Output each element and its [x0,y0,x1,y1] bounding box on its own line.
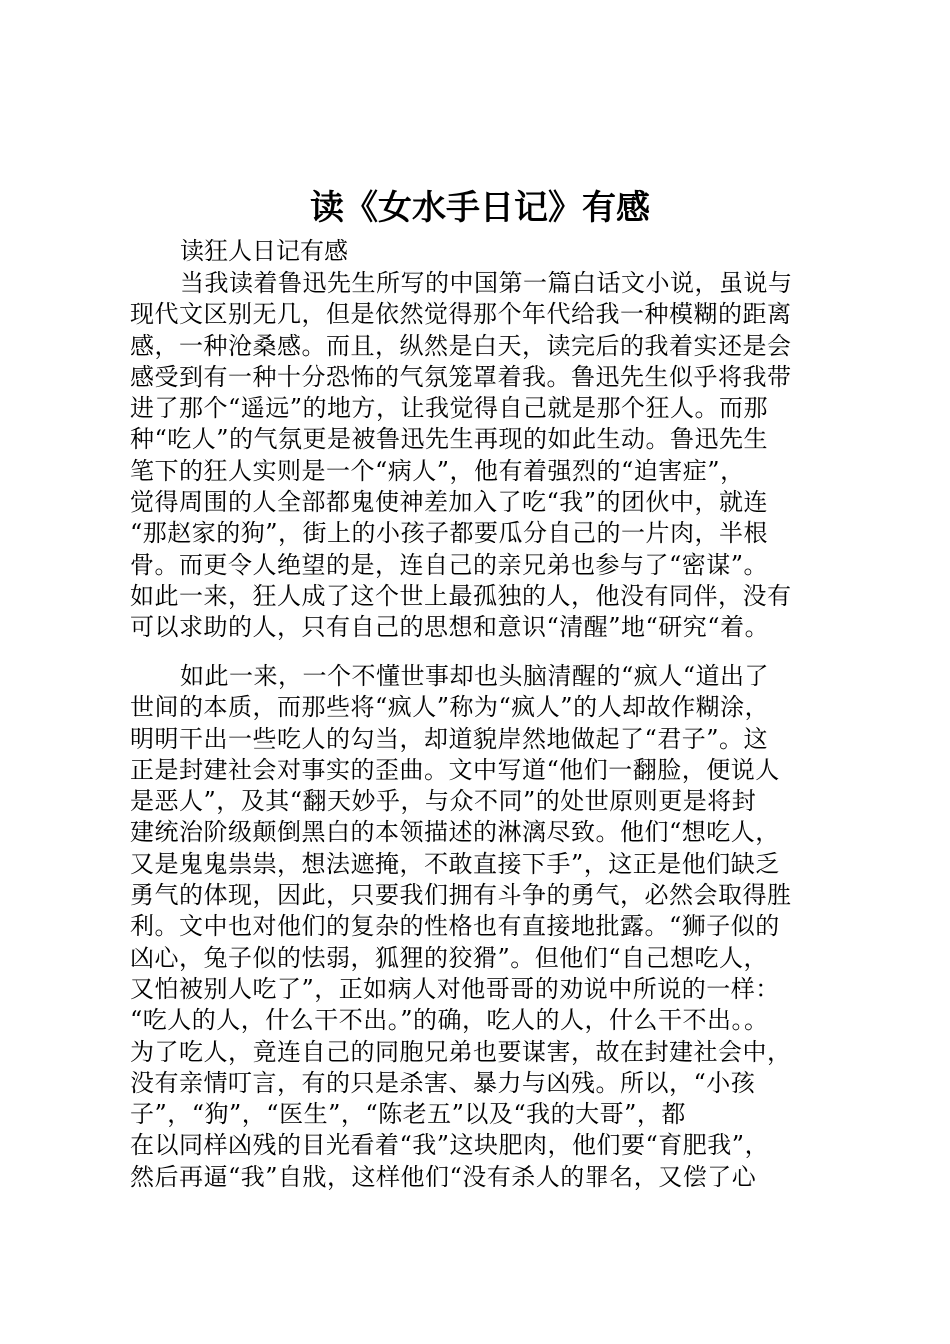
paragraph-line: 现代文区别无几，但是依然觉得那个年代给我一种模糊的距离 [130,300,792,329]
paragraph-line: 然后再逼“我”自戕，这样他们“没有杀人的罪名，又偿了心 [130,1162,757,1191]
paragraph-line: 利。文中也对他们的复杂的性格也有直接地批露。“狮子似的 [130,912,780,941]
paragraph-line: 没有亲情叮言，有的只是杀害、暴力与凶残。所以，“小孩 [130,1068,756,1097]
paragraph-line: 又是鬼鬼祟祟，想法遮掩，不敢直接下手”，这正是他们缺乏 [130,849,780,878]
paragraph-line: 如此一来，一个不懂世事却也头脑清醒的“疯人“道出了 [180,662,770,690]
paragraph-line: 感受到有一种十分恐怖的气氛笼罩着我。鲁迅先生似乎将我带 [130,362,792,391]
paragraph-line: “那赵家的狗”，街上的小孩子都要瓜分自己的一片肉，半根 [130,519,769,548]
document-title: 读《女水手日记》有感 [310,188,650,228]
paragraph-line: 是恶人”，及其“翻天妙乎，与众不同”的处世原则更是将封 [130,787,757,816]
paragraph-line: 凶心，兔子似的怯弱，狐狸的狡猾”。但他们“自己想吃人， [130,943,769,972]
paragraph-line: 在以同样凶残的目光看着“我”这块肥肉，他们要“育肥我”， [130,1131,770,1160]
paragraph-line: 为了吃人，竟连自己的同胞兄弟也要谋害，故在封建社会中， [130,1037,792,1066]
paragraph-line: 觉得周围的人全部都鬼使神差加入了吃“我”的团伙中，就连 [130,488,769,517]
paragraph-1 [130,268,793,644]
paragraph-line: 明明干出一些吃人的勾当，却道貌岸然地做起了“君子”。这 [130,724,769,753]
paragraph-2 [130,661,792,1193]
document-subtitle: 读狂人日记有感 [180,237,348,265]
paragraph-line: “吃人的人，什么干不出。”的确，吃人的人，什么干不出。。 [130,1006,769,1035]
paragraph-line: 当我读着鲁迅先生所写的中国第一篇白话文小说，虽说与 [180,269,793,297]
paragraph-line: 建统治阶级颠倒黑白的本领描述的淋漓尽致。他们“想吃人， [130,818,780,847]
paragraph-line: 骨。而更令人绝望的是，连自己的亲兄弟也参与了“密谋”。 [130,550,769,579]
paragraph-line: 种“吃人”的气氛更是被鲁迅先生再现的如此生动。鲁迅先生 [130,425,769,454]
paragraph-line: 正是封建社会对事实的歪曲。文中写道“他们一翻脸，便说人 [130,755,780,784]
paragraph-line: 可以求助的人，只有自己的思想和意识“清醒”地“研究“着。 [130,613,770,642]
paragraph-line: 如此一来，狂人成了这个世上最孤独的人，他没有同伴，没有 [130,581,792,610]
paragraph-line: 进了那个“遥远”的地方，让我觉得自己就是那个狂人。而那 [130,394,769,423]
paragraph-line: 子”，“狗”，“医生”，“陈老五”以及“我的大哥”，都 [130,1100,686,1129]
paragraph-line: 世间的本质，而那些将“疯人”称为“疯人”的人却故作糊涂， [130,693,770,722]
paragraph-line: 笔下的狂人实则是一个“病人”，他有着强烈的“迫害症”， [130,456,745,485]
paragraph-line: 又怕被别人吃了”，正如病人对他哥哥的劝说中所说的一样： [130,974,780,1003]
paragraph-line: 勇气的体现，因此，只要我们拥有斗争的勇气，必然会取得胜 [130,881,792,910]
paragraph-line: 感，一种沧桑感。而且，纵然是白天，读完后的我着实还是会 [130,331,792,360]
